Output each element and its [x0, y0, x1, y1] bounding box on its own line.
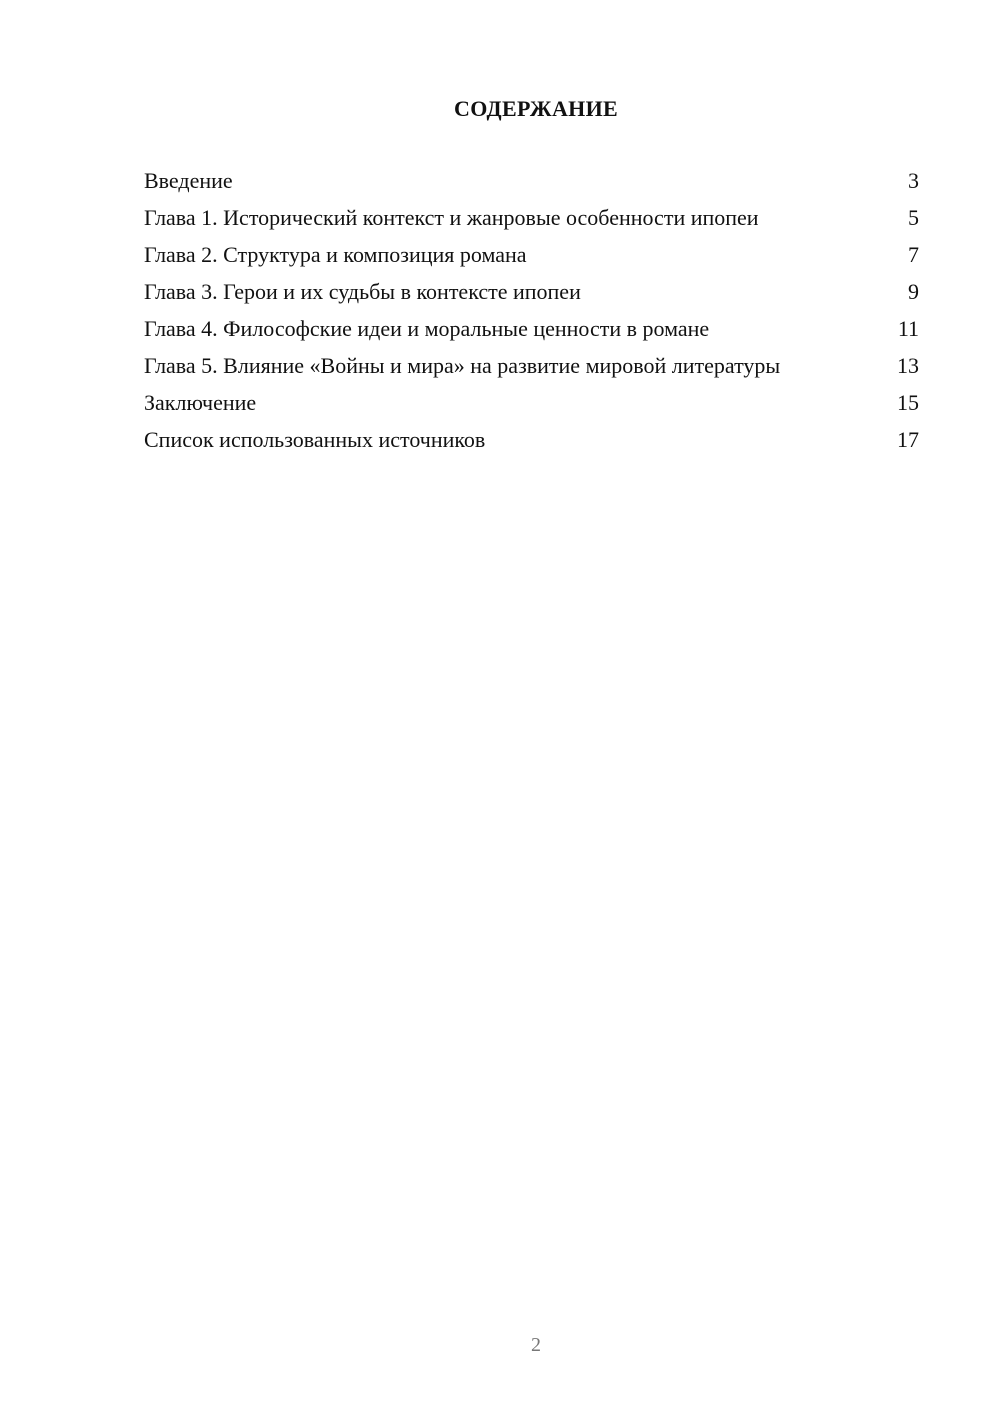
toc-entry-page: 17: [897, 427, 919, 452]
page-title: СОДЕРЖАНИЕ: [454, 96, 618, 121]
toc-entry-label: Глава 5. Влияние «Войны и мира» на развитие мировой литературы: [144, 353, 781, 378]
toc-entry-chapter-2[interactable]: [144, 242, 919, 268]
toc-entry-page: 11: [897, 316, 919, 341]
toc-entry-chapter-1[interactable]: [144, 205, 919, 231]
toc-entry-page: 3: [908, 168, 919, 193]
toc-entry-chapter-4[interactable]: [144, 316, 919, 342]
toc-entry-conclusion[interactable]: [144, 390, 919, 416]
toc-entry-page: 9: [908, 279, 919, 304]
toc-entry-page: 15: [897, 390, 919, 415]
toc-entry-chapter-3[interactable]: [144, 279, 919, 305]
page-number: 2: [531, 1334, 541, 1356]
toc-entry-label: Заключение: [144, 390, 257, 415]
toc-entry-chapter-5[interactable]: [144, 353, 919, 379]
toc-entry-references[interactable]: [144, 427, 919, 453]
toc-entry-page: 7: [908, 242, 919, 267]
toc-entry-introduction[interactable]: [144, 168, 919, 194]
toc-entry-label: Глава 2. Структура и композиция романа: [144, 242, 527, 267]
toc-entry-label: Глава 4. Философские идеи и моральные ценности в романе: [144, 316, 710, 341]
table-of-contents: [144, 168, 919, 464]
toc-entry-label: Глава 1. Исторический контекст и жанровые особенности ипопеи: [144, 205, 759, 230]
toc-entry-page: 5: [908, 205, 919, 230]
toc-entry-label: Глава 3. Герои и их судьбы в контексте ипопеи: [144, 279, 581, 304]
toc-entry-label: Список использованных источников: [144, 427, 486, 452]
toc-entry-page: 13: [897, 353, 919, 378]
toc-entry-label: Введение: [144, 168, 233, 193]
